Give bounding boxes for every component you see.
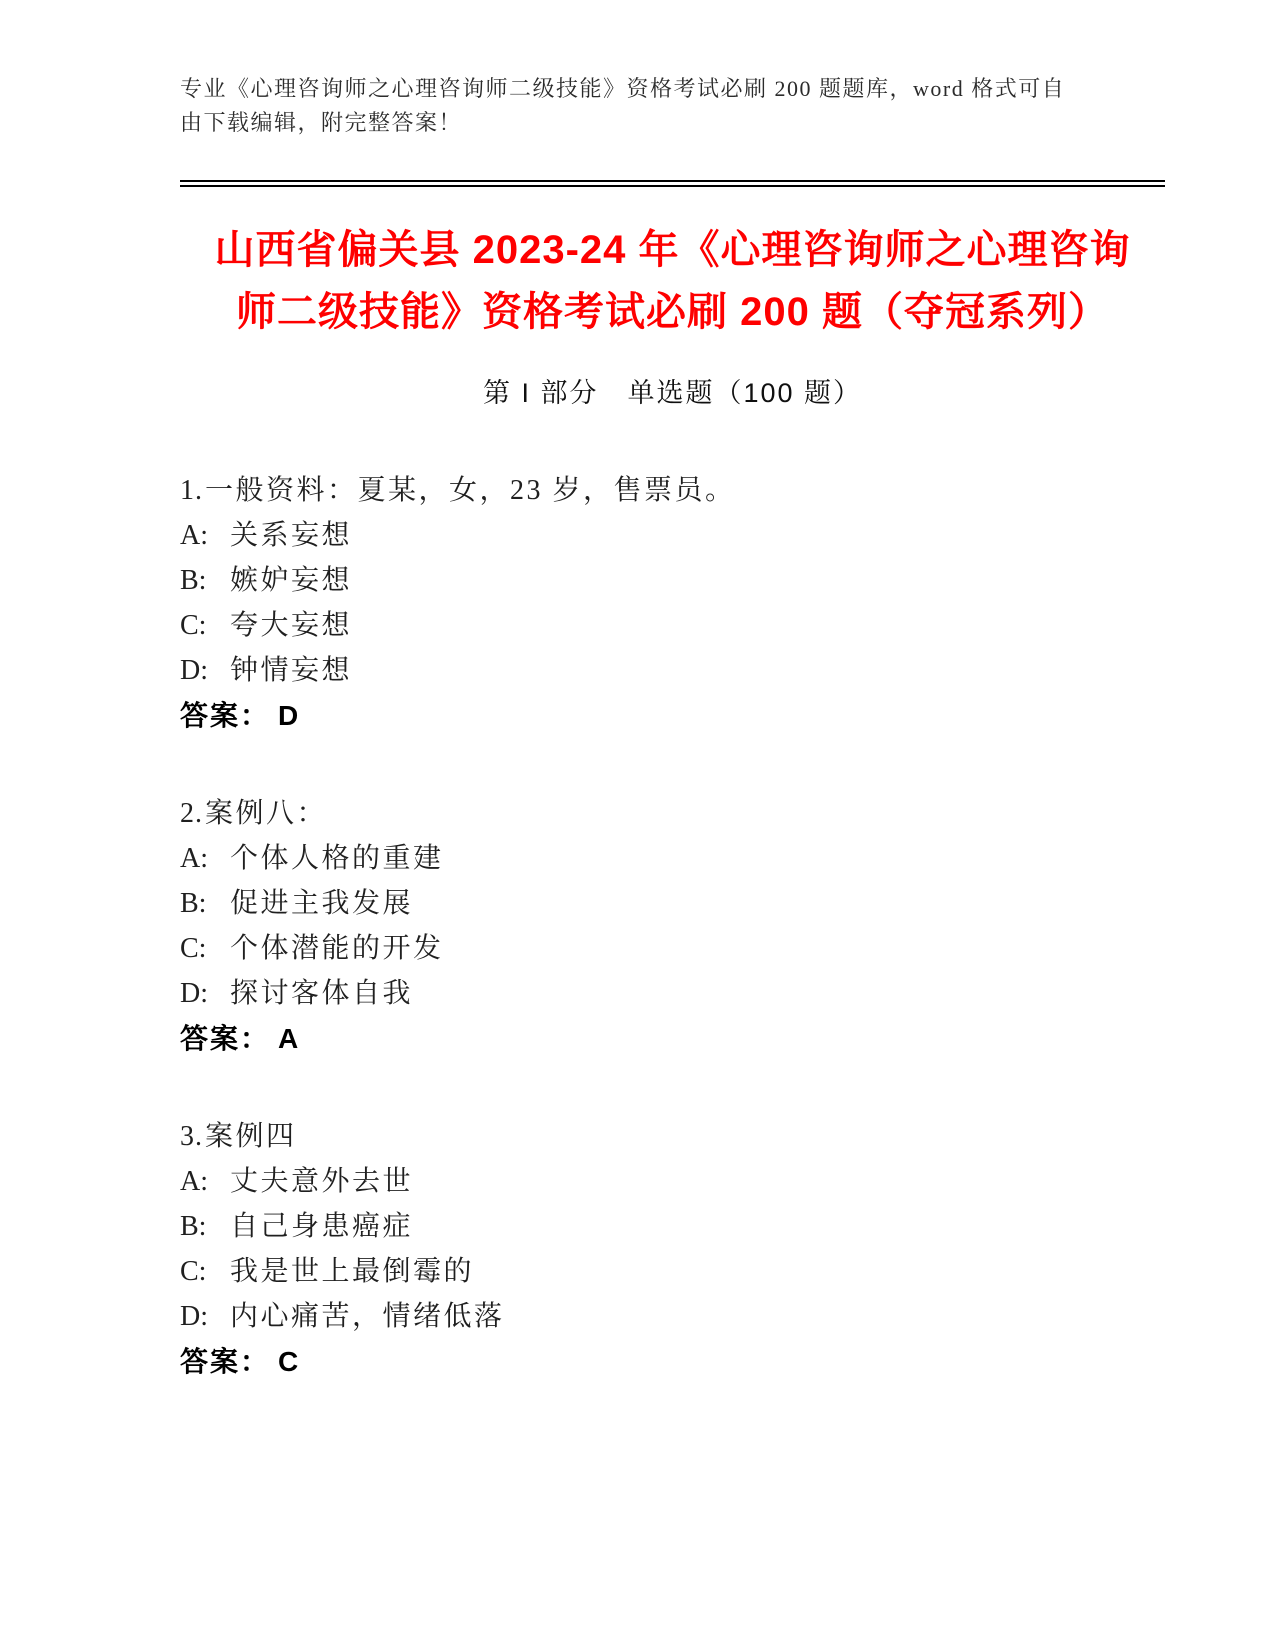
option-label: B:	[180, 1211, 207, 1242]
option-row	[180, 836, 1165, 881]
question-block	[180, 791, 1165, 1061]
option-text: 促进主我发展	[230, 888, 414, 919]
option-text: 探讨客体自我	[230, 978, 414, 1009]
question-list	[180, 468, 1165, 1384]
option-row	[180, 926, 1165, 971]
answer-value: D	[278, 700, 301, 731]
option-text: 个体人格的重建	[230, 843, 444, 874]
option-row	[180, 1159, 1165, 1204]
question-stem-text: 一般资料：夏某，女，23 岁，售票员。	[205, 475, 736, 506]
option-row	[180, 1294, 1165, 1339]
option-label: D:	[180, 1301, 208, 1332]
question-number: 2.	[180, 798, 203, 829]
option-label: D:	[180, 655, 208, 686]
option-text: 内心痛苦，情绪低落	[230, 1301, 505, 1332]
option-text: 夸大妄想	[230, 610, 353, 641]
question-stem	[180, 468, 1165, 513]
question-block	[180, 468, 1165, 738]
question-block	[180, 1114, 1165, 1384]
option-row	[180, 558, 1165, 603]
option-row	[180, 513, 1165, 558]
option-text: 嫉妒妄想	[230, 565, 353, 596]
option-row	[180, 648, 1165, 693]
option-text: 钟情妄想	[230, 655, 353, 686]
option-label: A:	[180, 843, 208, 874]
option-text: 个体潜能的开发	[230, 933, 444, 964]
option-label: C:	[180, 610, 207, 641]
document-title: 山西省偏关县 2023-24 年《心理咨询师之心理咨询师二级技能》资格考试必刷 200 题（夺冠系列）	[214, 228, 1131, 334]
section-heading: 第 I 部分 单选题（100 题）	[482, 378, 863, 408]
answer-row	[180, 693, 1165, 738]
option-row	[180, 603, 1165, 648]
option-text: 关系妄想	[230, 520, 353, 551]
question-stem-text: 案例四	[205, 1121, 297, 1152]
page-header	[180, 72, 1165, 187]
answer-label: 答案：	[180, 700, 271, 731]
option-text: 自己身患癌症	[230, 1211, 414, 1242]
option-row	[180, 1204, 1165, 1249]
answer-row	[180, 1016, 1165, 1061]
option-row	[180, 881, 1165, 926]
option-label: C:	[180, 1256, 207, 1287]
option-label: B:	[180, 565, 207, 596]
answer-value: C	[278, 1346, 301, 1377]
option-text: 丈夫意外去世	[230, 1166, 414, 1197]
option-label: C:	[180, 933, 207, 964]
answer-value: A	[278, 1023, 301, 1054]
question-stem	[180, 791, 1165, 836]
option-label: A:	[180, 1166, 208, 1197]
option-row	[180, 971, 1165, 1016]
option-label: B:	[180, 888, 207, 919]
answer-label: 答案：	[180, 1023, 271, 1054]
option-label: D:	[180, 978, 208, 1009]
question-number: 1.	[180, 475, 203, 506]
option-row	[180, 1249, 1165, 1294]
header-note: 专业《心理咨询师之心理咨询师二级技能》资格考试必刷 200 题题库，word 格式可自由下载编辑，附完整答案！	[180, 76, 1066, 135]
question-stem-text: 案例八：	[205, 798, 328, 829]
question-number: 3.	[180, 1121, 203, 1152]
answer-label: 答案：	[180, 1346, 271, 1377]
question-stem	[180, 1114, 1165, 1159]
option-label: A:	[180, 520, 208, 551]
answer-row	[180, 1339, 1165, 1384]
option-text: 我是世上最倒霉的	[230, 1256, 475, 1287]
